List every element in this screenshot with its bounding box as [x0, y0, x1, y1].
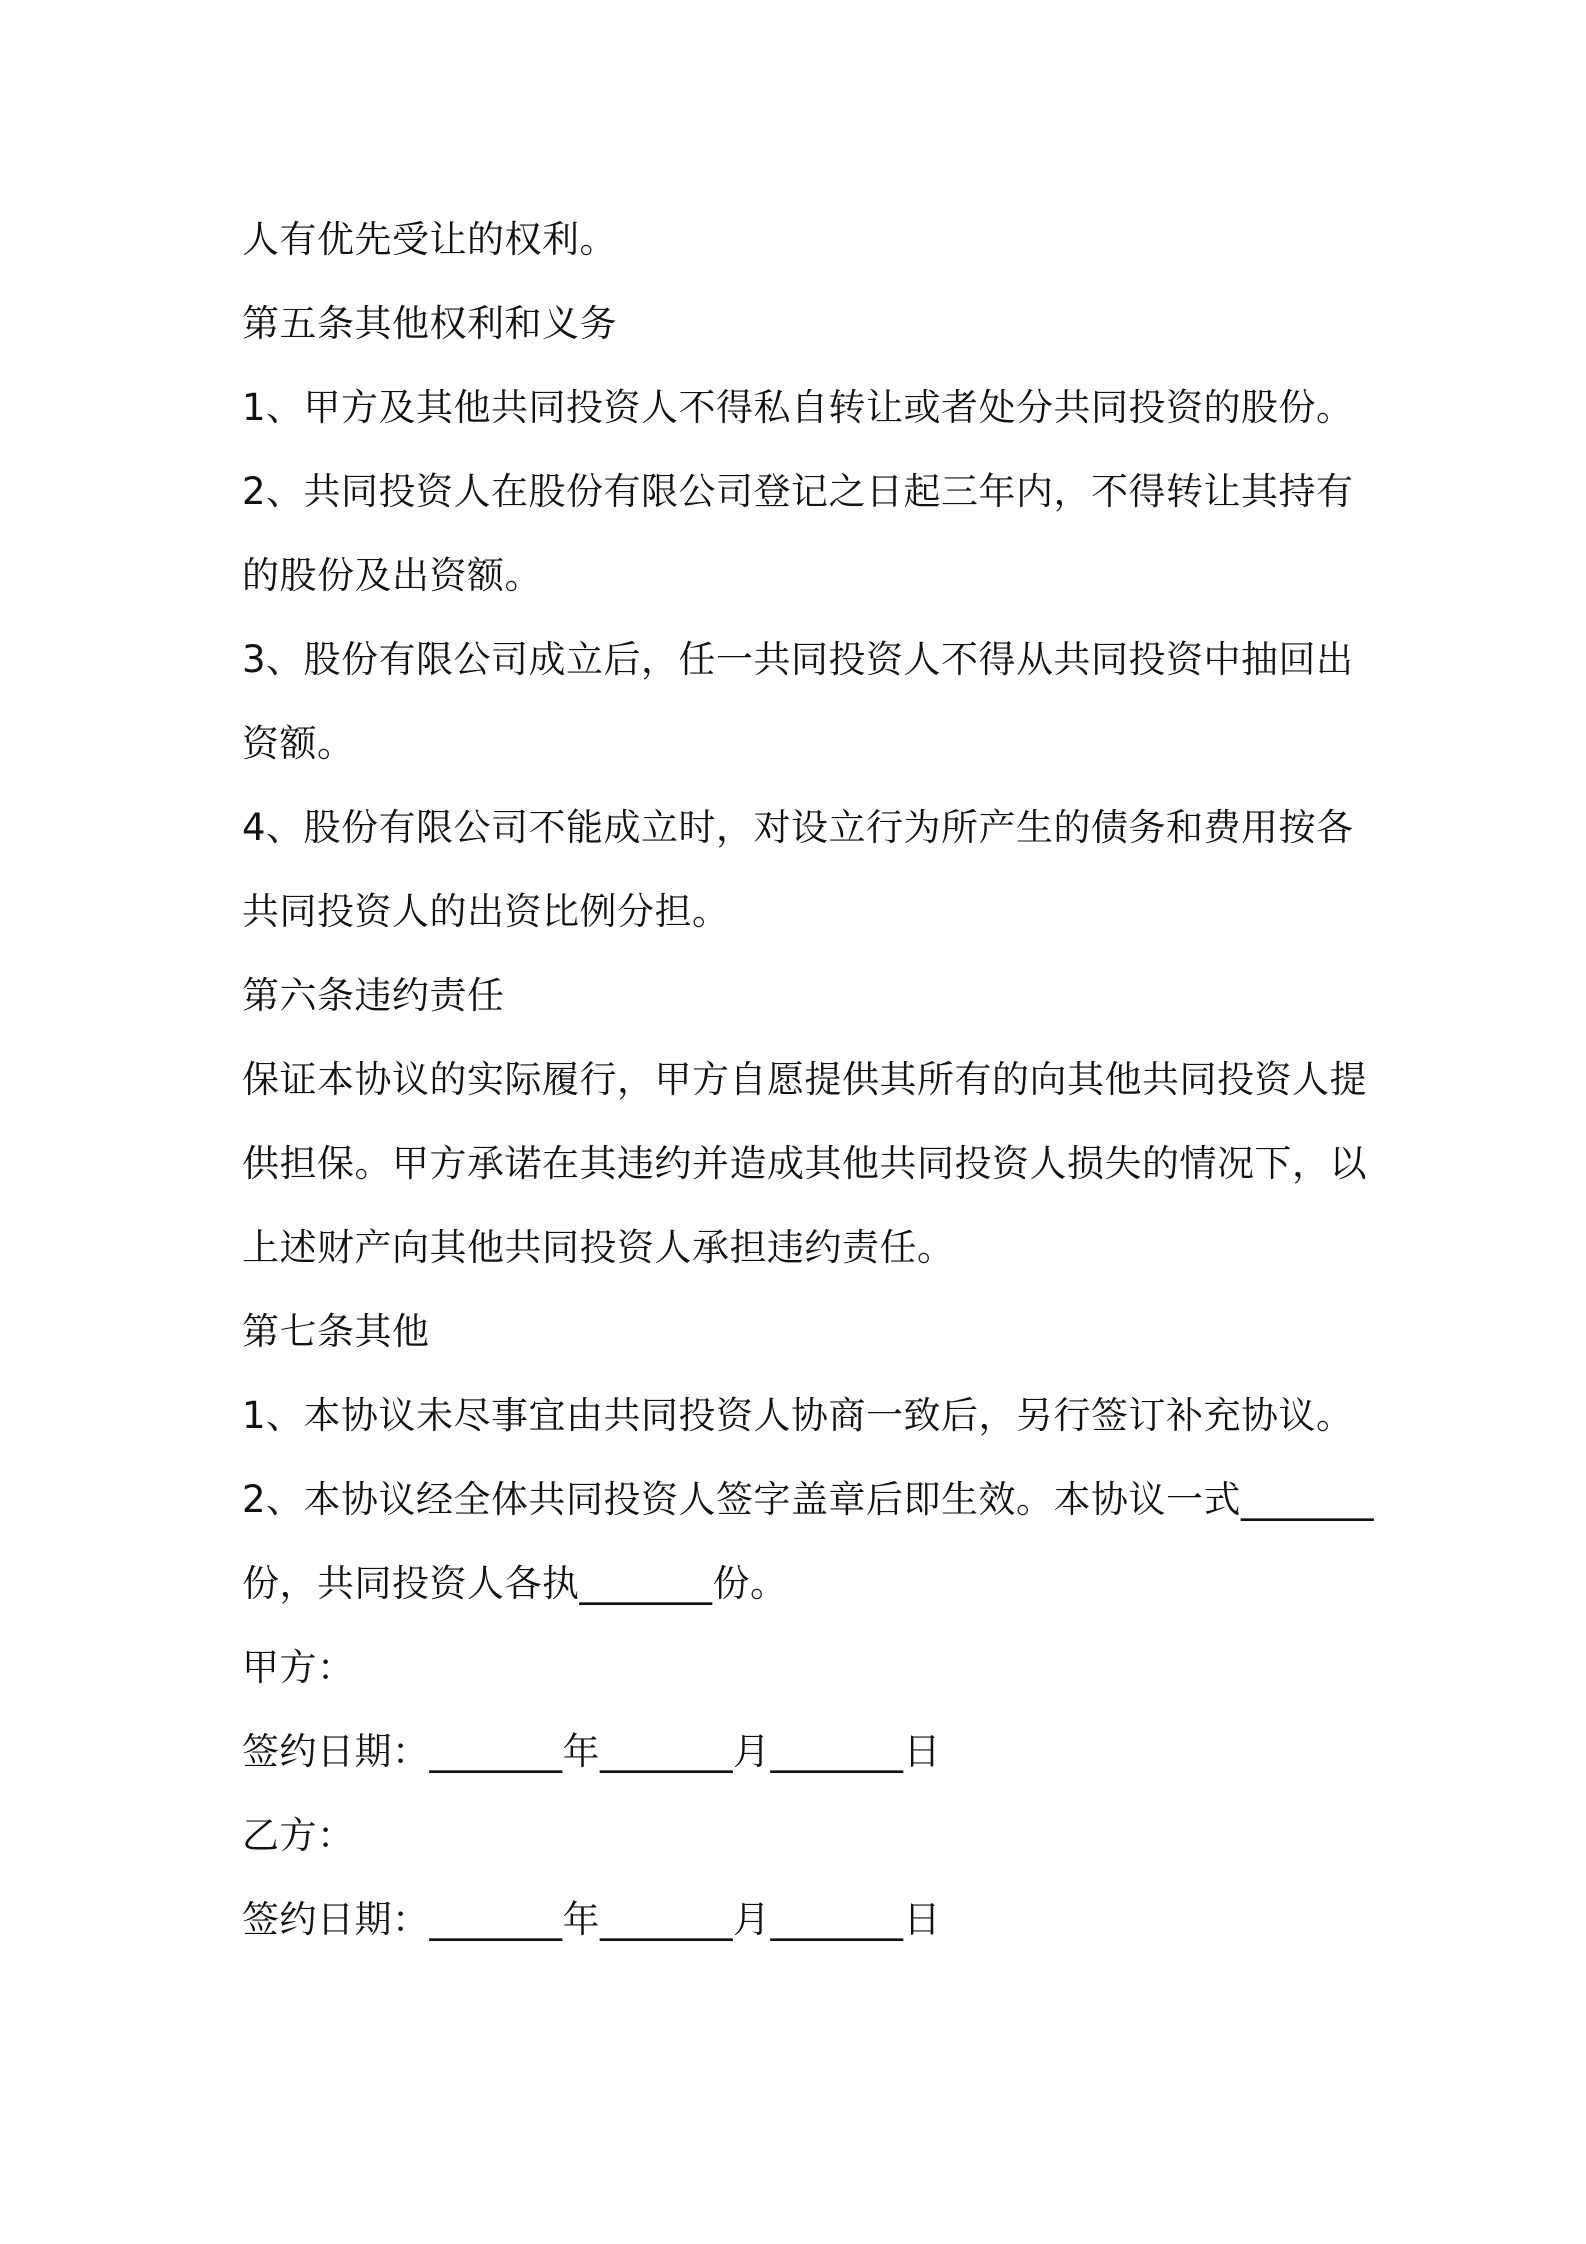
- text-line: 保证本协议的实际履行，甲方自愿提供其所有的向其他共同投资人提: [242, 1058, 1367, 1101]
- text-line: 2、共同投资人在股份有限公司登记之日起三年内，不得转让其持有: [242, 470, 1354, 513]
- text-line: 2、本协议经全体共同投资人签字盖章后即生效。本协议一式_______: [242, 1478, 1375, 1521]
- text-line: 1、甲方及其他共同投资人不得私自转让或者处分共同投资的股份。: [242, 386, 1354, 429]
- signing-date-a: 签约日期：_______年_______月_______日: [242, 1730, 941, 1773]
- section-heading: 第五条其他权利和义务: [242, 302, 617, 345]
- text-line: 4、股份有限公司不能成立时，对设立行为所产生的债务和费用按各: [242, 806, 1354, 849]
- text-line: 份，共同投资人各执_______份。: [242, 1562, 788, 1605]
- text-line: 人有优先受让的权利。: [242, 218, 617, 261]
- party-b-label: 乙方：: [242, 1814, 355, 1857]
- text-line: 的股份及出资额。: [242, 554, 542, 597]
- signing-date-b: 签约日期：_______年_______月_______日: [242, 1898, 941, 1941]
- text-line: 1、本协议未尽事宜由共同投资人协商一致后，另行签订补充协议。: [242, 1394, 1354, 1437]
- text-line: 供担保。甲方承诺在其违约并造成其他共同投资人损失的情况下，以: [242, 1142, 1367, 1185]
- section-heading: 第六条违约责任: [242, 974, 505, 1017]
- text-line: 共同投资人的出资比例分担。: [242, 890, 730, 933]
- text-line: 资额。: [242, 722, 355, 765]
- document-body: [242, 198, 1375, 1962]
- text-line: 上述财产向其他共同投资人承担违约责任。: [242, 1226, 955, 1269]
- text-line: 3、股份有限公司成立后，任一共同投资人不得从共同投资中抽回出: [242, 638, 1354, 681]
- section-heading: 第七条其他: [242, 1310, 430, 1353]
- party-a-label: 甲方：: [242, 1646, 355, 1689]
